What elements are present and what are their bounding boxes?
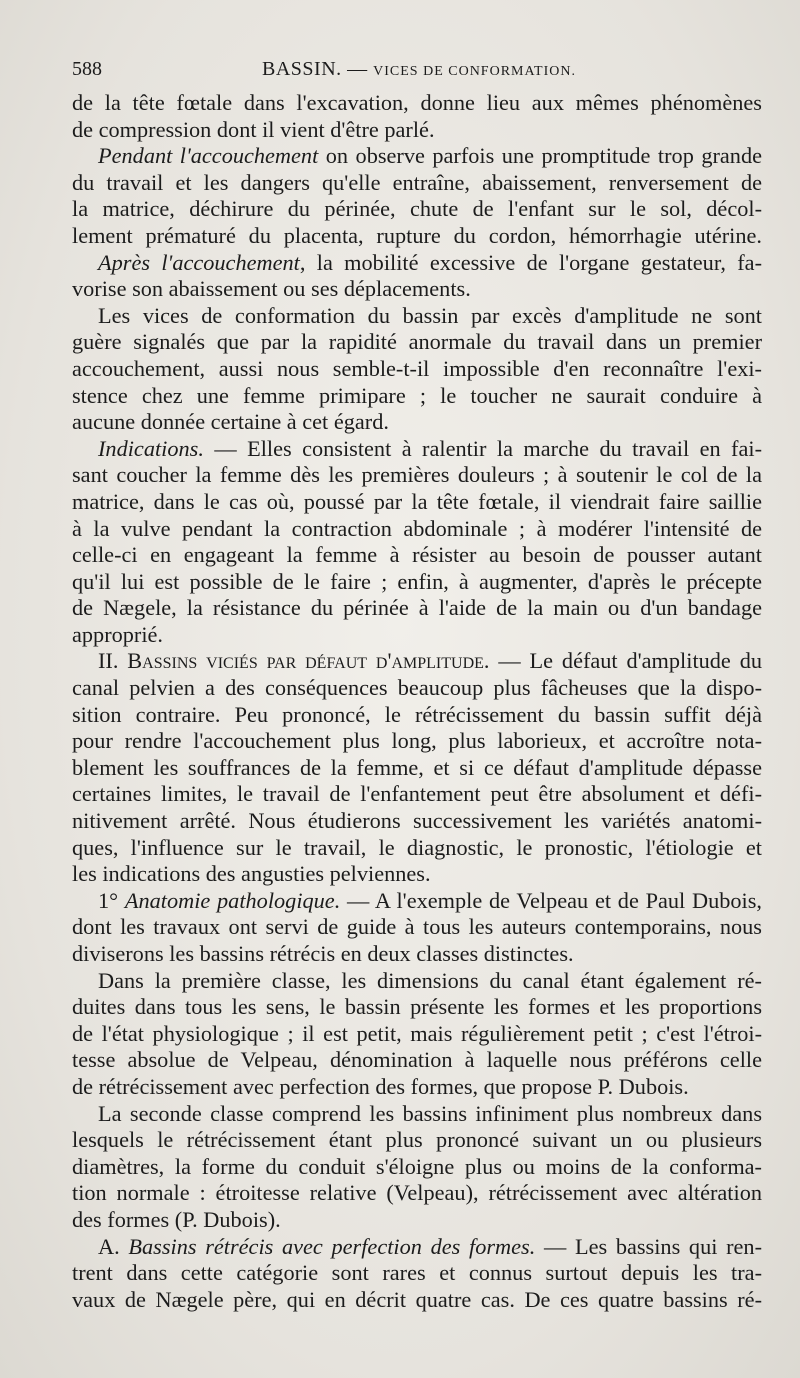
text-line: matrice, dans le cas où, poussé par la tête fœtale, il viendrait faire saillie xyxy=(72,488,762,514)
text-line: tesse absolue de Velpeau, dénomination à laquelle nous préférons celle xyxy=(72,1047,762,1073)
text-line: dont les travaux ont servi de guide à tous les auteurs contemporains, nous xyxy=(72,914,762,940)
text-line: accouchement, aussi nous semble-t-il impossible d'en reconnaître l'exi- xyxy=(72,355,762,381)
text-line: de la tête fœtale dans l'excavation, donne lieu aux mêmes phénomènes xyxy=(72,90,762,115)
text-line: des formes (P. Dubois). xyxy=(72,1206,281,1232)
text-line: aucune donnée certaine à cet égard. xyxy=(72,409,389,435)
text-line: les indications des angusties pelviennes. xyxy=(72,861,431,887)
text-line: approprié. xyxy=(72,621,164,647)
text-line: nitivement arrêté. Nous étudierons successivement les variétés anatomi- xyxy=(72,808,762,834)
text-line: qu'il lui est possible de le faire ; enfin, à augmenter, d'après le précepte xyxy=(72,568,762,594)
text-line: pour rendre l'accouchement plus long, plus laborieux, et accroître nota- xyxy=(72,728,762,754)
running-title: BASSIN. — VICES DE CONFORMATION. xyxy=(262,58,576,80)
text-line: de rétrécissement avec perfection des formes, que propose P. Dubois. xyxy=(72,1073,689,1099)
text-line: celle-ci en engageant la femme à résister au besoin de pousser autant xyxy=(72,542,762,568)
text-line: ques, l'influence sur le travail, le diagnostic, le pronostic, l'étiologie et xyxy=(72,834,762,860)
text-line: sition contraire. Peu prononcé, le rétrécissement du bassin suffit déjà xyxy=(72,701,762,727)
page-body-text xyxy=(72,90,762,1313)
text-line: Indications. — Elles consistent à ralentir la marche du travail en fai- xyxy=(98,435,762,461)
text-line: duites dans tous les sens, le bassin présente les formes et les proportions xyxy=(72,994,762,1020)
text-line: tion normale : étroitesse relative (Velpeau), rétrécissement avec altération xyxy=(72,1180,762,1206)
text-line: trent dans cette catégorie sont rares et connus surtout depuis les tra- xyxy=(72,1260,762,1286)
text-line: La seconde classe comprend les bassins infiniment plus nombreux dans xyxy=(98,1100,762,1126)
text-line: de l'état physiologique ; il est petit, mais régulièrement petit ; c'est l'étroi- xyxy=(72,1020,762,1046)
text-line: à la vulve pendant la contraction abdominale ; à modérer l'intensité de xyxy=(72,515,762,541)
text-line: la matrice, déchirure du périnée, chute de l'enfant sur le sol, décol- xyxy=(72,196,762,222)
text-line: de compression dont il vient d'être parlé. xyxy=(72,116,435,142)
text-line: Les vices de conformation du bassin par excès d'amplitude ne sont xyxy=(98,302,762,328)
text-line: A. Bassins rétrécis avec perfection des formes. — Les bassins qui ren- xyxy=(98,1233,762,1259)
text-line: diviserons les bassins rétrécis en deux classes distinctes. xyxy=(72,941,574,966)
text-line: Pendant l'accouchement on observe parfois une promptitude trop grande xyxy=(98,143,762,169)
text-line: sant coucher la femme dès les premières douleurs ; à soutenir le col de la xyxy=(72,462,762,488)
text-line: lement prématuré du placenta, rupture du cordon, hémorrhagie utérine. xyxy=(72,222,762,248)
text-line: vaux de Nægele père, qui en décrit quatre cas. De ces quatre bassins ré- xyxy=(72,1286,762,1312)
running-header xyxy=(72,58,760,84)
text-line: Dans la première classe, les dimensions du canal étant également ré- xyxy=(98,967,762,993)
text-line: du travail et les dangers qu'elle entraîne, abaissement, renversement de xyxy=(72,169,762,195)
text-line: Après l'accouchement, la mobilité excessive de l'organe gestateur, fa- xyxy=(98,249,763,275)
text-line: vorise son abaissement ou ses déplacements. xyxy=(72,276,471,302)
text-line: lesquels le rétrécissement étant plus prononcé suivant un ou plusieurs xyxy=(72,1127,762,1153)
text-line: 1° Anatomie pathologique. — A l'exemple de Velpeau et de Paul Dubois, xyxy=(98,887,762,913)
text-line: II. Bassins viciés par défaut d'amplitude. — Le défaut d'amplitude du xyxy=(98,648,762,674)
text-line: diamètres, la forme du conduit s'éloigne plus ou moins de la conforma- xyxy=(72,1153,762,1179)
page-number: 588 xyxy=(72,58,102,80)
running-subtitle: VICES DE CONFORMATION. xyxy=(373,64,576,79)
text-line: canal pelvien a des conséquences beaucoup plus fâcheuses que la dispo- xyxy=(72,675,762,701)
text-line: certaines limites, le travail de l'enfantement peut être absolument et défi- xyxy=(72,781,762,807)
text-line: guère signalés que par la rapidité anormale du travail dans un premier xyxy=(72,329,762,355)
text-line: blement les souffrances de la femme, et si ce défaut d'amplitude dépasse xyxy=(72,754,762,780)
text-line: de Nægele, la résistance du périnée à l'aide de la main ou d'un bandage xyxy=(72,595,762,621)
text-line: stence chez une femme primipare ; le toucher ne saurait conduire à xyxy=(72,382,762,408)
